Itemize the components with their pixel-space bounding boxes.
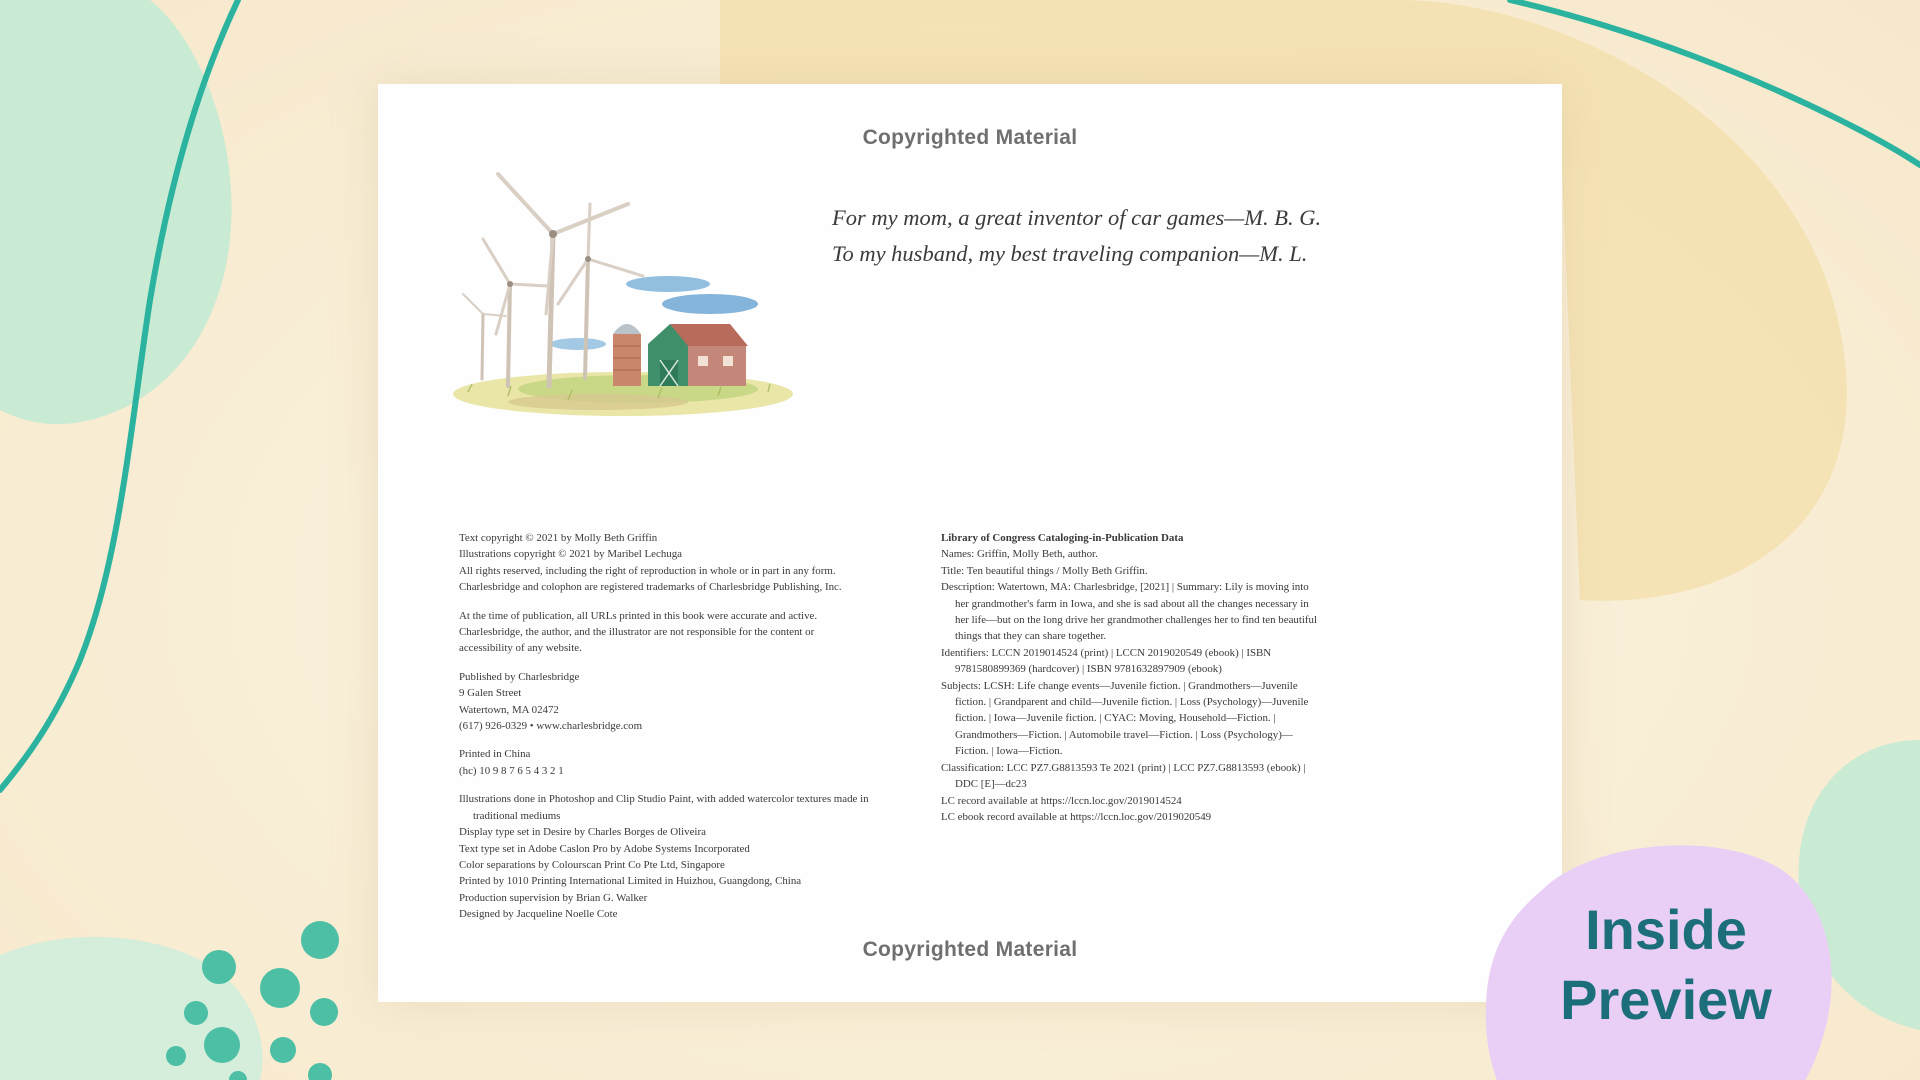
colophon-line: Production supervision by Brian G. Walker (459, 891, 648, 904)
dedication-line-2: To my husband, my best traveling companion—M. L. (832, 241, 1308, 266)
colophon-line: 9 Galen Street (459, 687, 522, 700)
cip-entry: Title: Ten beautiful things / Molly Beth Griffin. (941, 564, 1148, 577)
cip-entry: Classification: LCC PZ7.G8813593 Te 2021 (print) | LCC PZ7.G8813593 (ebook) | DDC [E]—dc23 (941, 761, 1306, 791)
mint-blob-top-left (0, 0, 232, 424)
colophon-line: Color separations by Colourscan Print Co Pte Ltd, Singapore (459, 858, 725, 871)
colophon-line: Illustrations done in Photoshop and Clip Studio Paint, with added watercolor textures made in traditional mediums (459, 793, 869, 822)
book-page-spread (378, 84, 1562, 1002)
cip-entry: Description: Watertown, MA: Charlesbridge, [2021] | Summary: Lily is moving into her grandmother's farm in Iowa, and she is sad about all the changes necessary in her life—but on the long drive her grandmother challenges her to find ten beautiful things that they can share together. (941, 581, 1317, 643)
production-credits-block (459, 791, 914, 922)
colophon-line: All rights reserved, including the right of reproduction in whole or in part in any form. (459, 564, 836, 577)
colophon-line: Text type set in Adobe Caslon Pro by Adobe Systems Incorporated (459, 842, 750, 855)
colophon-line: accessibility of any website. (459, 642, 582, 655)
badge-line-1: Inside (1585, 898, 1747, 961)
colophon-line: Charlesbridge, the author, and the illustrator are not responsible for the content or (459, 626, 815, 639)
copyright-watermark-top: Copyrighted Material (862, 126, 1078, 149)
colophon-line: Printed by 1010 Printing International Limited in Huizhou, Guangdong, China (459, 875, 802, 888)
cip-entry: LC ebook record available at https://lccn.loc.gov/2019020549 (941, 810, 1212, 823)
colophon-line: (hc) 10 9 8 7 6 5 4 3 2 1 (459, 764, 564, 777)
badge-line-2: Preview (1560, 968, 1772, 1031)
copyright-colophon-left (459, 530, 914, 935)
colophon-line: (617) 926-0329 • www.charlesbridge.com (459, 720, 643, 733)
cip-entry: Names: Griffin, Molly Beth, author. (941, 548, 1098, 561)
colophon-line: Printed in China (459, 748, 531, 761)
cip-data-right (941, 530, 1321, 825)
dedication-text (832, 200, 1432, 272)
colophon-line: Display type set in Desire by Charles Borges de Oliveira (459, 826, 706, 839)
copyright-block (459, 530, 914, 596)
colophon-line: Published by Charlesbridge (459, 670, 580, 683)
dedication-line-1: For my mom, a great inventor of car games—M. B. G. (832, 205, 1322, 230)
printing-block (459, 746, 914, 779)
copyright-watermark-bottom: Copyrighted Material (862, 938, 1078, 961)
colophon-line: Text copyright © 2021 by Molly Beth Griffin (459, 532, 658, 544)
colophon-line: Watertown, MA 02472 (459, 703, 559, 716)
cip-heading: Library of Congress Cataloging-in-Publication Data (941, 532, 1184, 544)
cip-entry: Identifiers: LCCN 2019014524 (print) | LCCN 2019020549 (ebook) | ISBN 9781580899369 (hardcover) | ISBN 9781632897909 (ebook) (941, 646, 1272, 676)
inside-preview-badge-label (1510, 895, 1822, 1035)
colophon-line: At the time of publication, all URLs printed in this book were accurate and active. (459, 609, 818, 622)
wind-turbine-farm-illustration (448, 164, 808, 424)
publisher-address-block (459, 669, 914, 735)
url-disclaimer-block (459, 608, 914, 657)
colophon-line: Designed by Jacqueline Noelle Cote (459, 908, 618, 921)
colophon-line: Charlesbridge and colophon are registered trademarks of Charlesbridge Publishing, Inc. (459, 581, 842, 594)
cip-entry: LC record available at https://lccn.loc.gov/2019014524 (941, 794, 1182, 807)
colophon-line: Illustrations copyright © 2021 by Maribel Lechuga (459, 548, 683, 561)
cip-entry: Subjects: LCSH: Life change events—Juvenile fiction. | Grandmothers—Juvenile fiction. | Grandparent and child—Juvenile fiction. | Loss (Psychology)—Juvenile fiction. | Iowa—Juvenile fiction. | CYAC: Moving, Household—Fiction. | Grandmothers—Fiction. | Automobile travel—Fiction. | Loss (Psychology)—Fiction. | Iowa—Fiction. (941, 679, 1309, 758)
